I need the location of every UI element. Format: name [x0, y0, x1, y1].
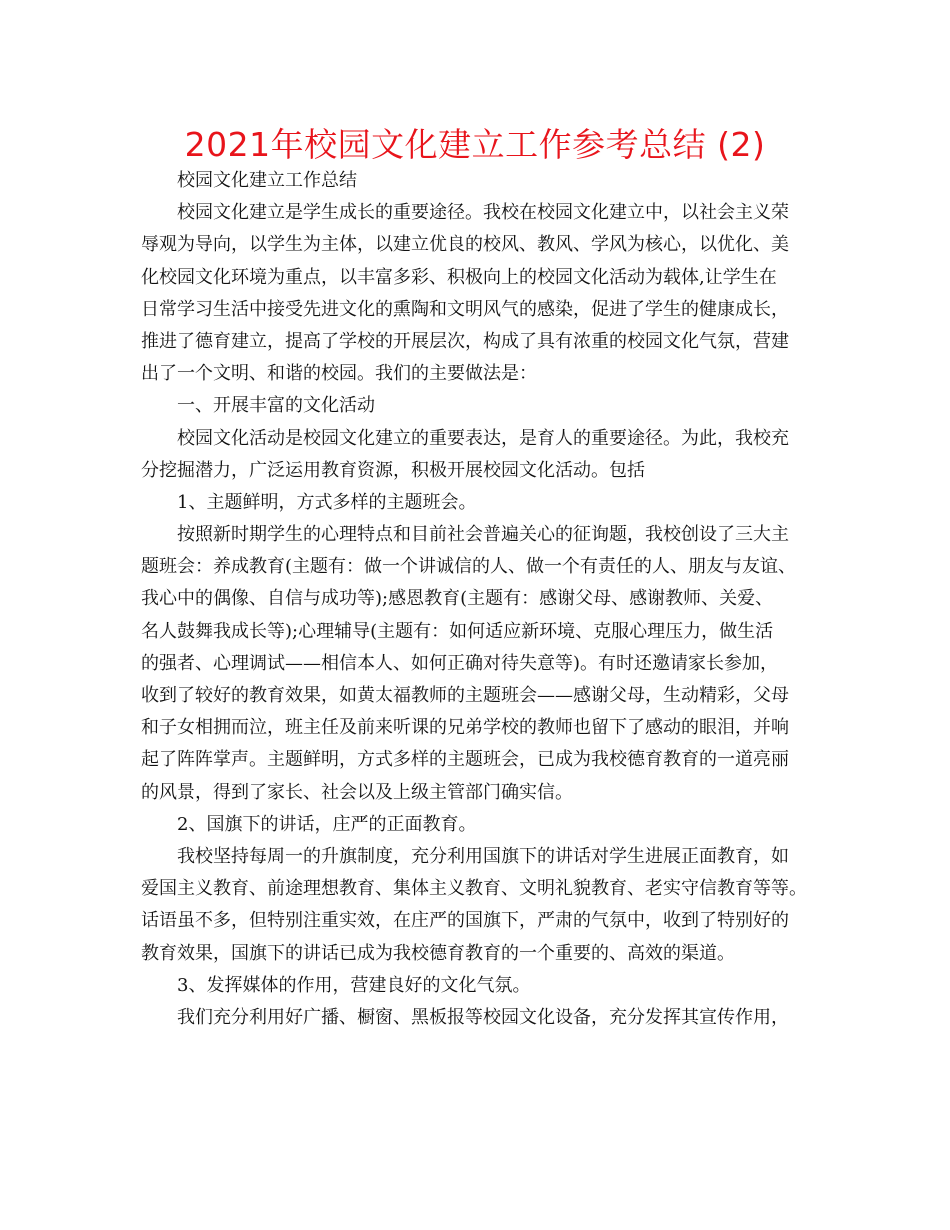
text-line: 题班会：养成教育(主题有：做一个讲诚信的人、做一个有责任的人、朋友与友谊、	[141, 556, 797, 578]
text-line: 分挖掘潜力，广泛运用教育资源，积极开展校园文化活动。包括	[141, 459, 645, 481]
document-title: 2021年校园文化建立工作参考总结 (2)	[184, 125, 766, 164]
text-line: 一、开展丰富的文化活动	[177, 395, 375, 417]
text-line: 辱观为导向，以学生为主体，以建立优良的校风、教风、学风为核心，以优化、美	[141, 234, 789, 256]
text-line: 的强者、心理调试——相信本人、如何正确对待失意等)。有时还邀请家长参加，	[141, 652, 779, 674]
text-line: 我校坚持每周一的升旗制度，充分利用国旗下的讲话对学生进展正面教育，如	[177, 845, 789, 867]
text-line: 爱国主义教育、前途理想教育、集体主义教育、文明礼貌教育、老实守信教育等等。	[141, 878, 807, 900]
text-line: 按照新时期学生的心理特点和目前社会普遍关心的征询题，我校创设了三大主	[177, 524, 789, 546]
text-line: 校园文化建立工作总结	[177, 170, 357, 191]
text-line: 和子女相拥而泣，班主任及前来听课的兄弟学校的教师也留下了感动的眼泪，并响	[141, 717, 789, 739]
text-line: 出了一个文明、和谐的校园。我们的主要做法是：	[141, 363, 537, 385]
text-line: 校园文化活动是校园文化建立的重要表达，是育人的重要途径。为此，我校充	[177, 427, 789, 449]
text-line: 起了阵阵掌声。主题鲜明，方式多样的主题班会，已成为我校德育教育的一道亮丽	[141, 749, 789, 771]
text-line: 的风景，得到了家长、社会以及上级主管部门确实信。	[141, 781, 573, 803]
text-line: 日常学习生活中接受先进文化的熏陶和文明风气的感染，促进了学生的健康成长，	[141, 298, 789, 320]
document-body	[141, 165, 825, 1034]
text-line: 化校园文化环境为重点，以丰富多彩、积极向上的校园文化活动为载体,让学生在	[141, 266, 777, 288]
text-line: 教育效果，国旗下的讲话已成为我校德育教育的一个重要的、高效的渠道。	[141, 942, 735, 964]
text-line: 话语虽不多，但特别注重实效，在庄严的国旗下，严肃的气氛中，收到了特别好的	[141, 910, 789, 932]
text-line: 校园文化建立是学生成长的重要途径。我校在校园文化建立中，以社会主义荣	[177, 202, 789, 224]
text-line: 推进了德育建立，提高了学校的开展层次，构成了具有浓重的校园文化气氛，营建	[141, 330, 789, 352]
text-line: 我心中的偶像、自信与成功等);感恩教育(主题有：感谢父母、感谢教师、关爱、	[141, 588, 774, 610]
text-line: 3、发挥媒体的作用，营建良好的文化气氛。	[177, 974, 531, 996]
text-line: 我们充分利用好广播、橱窗、黑板报等校园文化设备，充分发挥其宣传作用，	[177, 1006, 789, 1028]
text-line: 2、国旗下的讲话，庄严的正面教育。	[177, 813, 477, 835]
text-line: 名人鼓舞我成长等);心理辅导(主题有：如何适应新环境、克服心理压力，做生活	[141, 620, 774, 642]
text-line: 收到了较好的教育效果，如黄太福教师的主题班会——感谢父母，生动精彩，父母	[141, 685, 789, 706]
text-line: 1、主题鲜明，方式多样的主题班会。	[177, 491, 477, 513]
